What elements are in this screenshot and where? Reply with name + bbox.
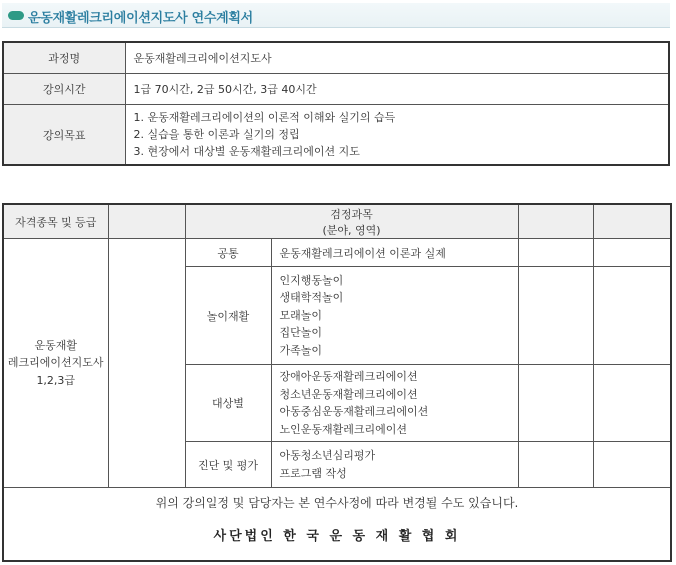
subject-item: 프로그램 작성 xyxy=(279,466,347,480)
subject-item: 인지행동놀이 xyxy=(279,273,344,287)
subject-item: 아동청소년심리평가 xyxy=(279,449,376,462)
empty-header-cell xyxy=(518,204,593,239)
footer-cell xyxy=(3,488,671,562)
goal-item: 3. 현장에서 대상별 운동재활레크리에이션 지도 xyxy=(133,145,360,158)
curriculum-header-row xyxy=(3,204,671,239)
subject-item: 생태학적놀이 xyxy=(279,291,344,305)
goal-item: 2. 실습을 통한 이론과 실기의 정립 xyxy=(133,128,300,141)
subject-item: 모래놀이 xyxy=(279,308,323,322)
subjects-header xyxy=(185,204,518,239)
empty-cell xyxy=(518,267,593,365)
subject-item: 아동중심운동재활레크리에이션 xyxy=(279,405,429,418)
course-name-row xyxy=(3,42,669,74)
empty-cell xyxy=(518,442,593,488)
empty-cell xyxy=(518,365,593,442)
category-cell: 대상별 xyxy=(185,365,271,442)
subject-item: 청소년운동재활레크리에이션 xyxy=(279,387,418,401)
category-cell: 놀이재활 xyxy=(185,267,271,365)
empty-cell xyxy=(108,239,185,488)
course-name-value: 운동재활레크리에이션지도사 xyxy=(125,42,669,74)
qualification-cell xyxy=(3,239,108,488)
qualification-line: 운동재활 xyxy=(34,338,77,352)
subject-item: 집단놀이 xyxy=(279,326,323,340)
category-cell: 진단 및 평가 xyxy=(185,442,271,488)
category-cell: 공통 xyxy=(185,239,271,267)
empty-header-cell xyxy=(593,204,671,239)
subject-item: 장애아운동재활레크리에이션 xyxy=(279,370,418,383)
lecture-goal-row xyxy=(3,105,669,166)
qualification-line: 레크리에이션지도사 xyxy=(7,356,104,370)
title-bullet-icon xyxy=(8,11,24,20)
page-title: 운동재활레크리에이션지도사 연수계획서 xyxy=(28,11,253,26)
empty-header-cell xyxy=(108,204,185,239)
qualification-header: 자격종목 및 등급 xyxy=(3,204,108,239)
footer-row xyxy=(3,488,671,562)
subject-list xyxy=(271,267,518,365)
subjects-header-line1: 검정과목 xyxy=(330,207,373,221)
association-name: 사단법인 한 국 운 동 재 활 협 회 xyxy=(213,529,461,544)
subjects-header-line2: (분야, 영역) xyxy=(322,223,381,237)
empty-cell xyxy=(593,442,671,488)
lecture-hours-value: 1급 70시간, 2급 50시간, 3급 40시간 xyxy=(125,74,669,105)
qualification-line: 1,2,3급 xyxy=(36,373,76,387)
subject-item: 노인운동재활레크리에이션 xyxy=(279,422,408,436)
title-bar xyxy=(2,3,670,28)
lecture-hours-row xyxy=(3,74,669,105)
empty-cell xyxy=(518,239,593,267)
course-info-table xyxy=(2,41,670,166)
course-name-label: 과정명 xyxy=(3,42,125,74)
curriculum-table xyxy=(2,203,672,562)
lecture-hours-label: 강의시간 xyxy=(3,74,125,105)
goal-item: 1. 운동재활레크리에이션의 이론적 이해와 실기의 습득 xyxy=(133,111,396,124)
subject-item: 가족놀이 xyxy=(279,343,323,357)
lecture-goal-list xyxy=(125,105,669,166)
curriculum-row-common xyxy=(3,239,671,267)
empty-cell xyxy=(593,365,671,442)
subject-list xyxy=(271,365,518,442)
subject-list xyxy=(271,442,518,488)
notice-text: 위의 강의일정 및 담당자는 본 연수사정에 따라 변경될 수도 있습니다. xyxy=(155,496,519,510)
subject-cell: 운동재활레크리에이션 이론과 실제 xyxy=(271,239,518,267)
empty-cell xyxy=(593,239,671,267)
empty-cell xyxy=(593,267,671,365)
lecture-goal-label: 강의목표 xyxy=(3,105,125,166)
